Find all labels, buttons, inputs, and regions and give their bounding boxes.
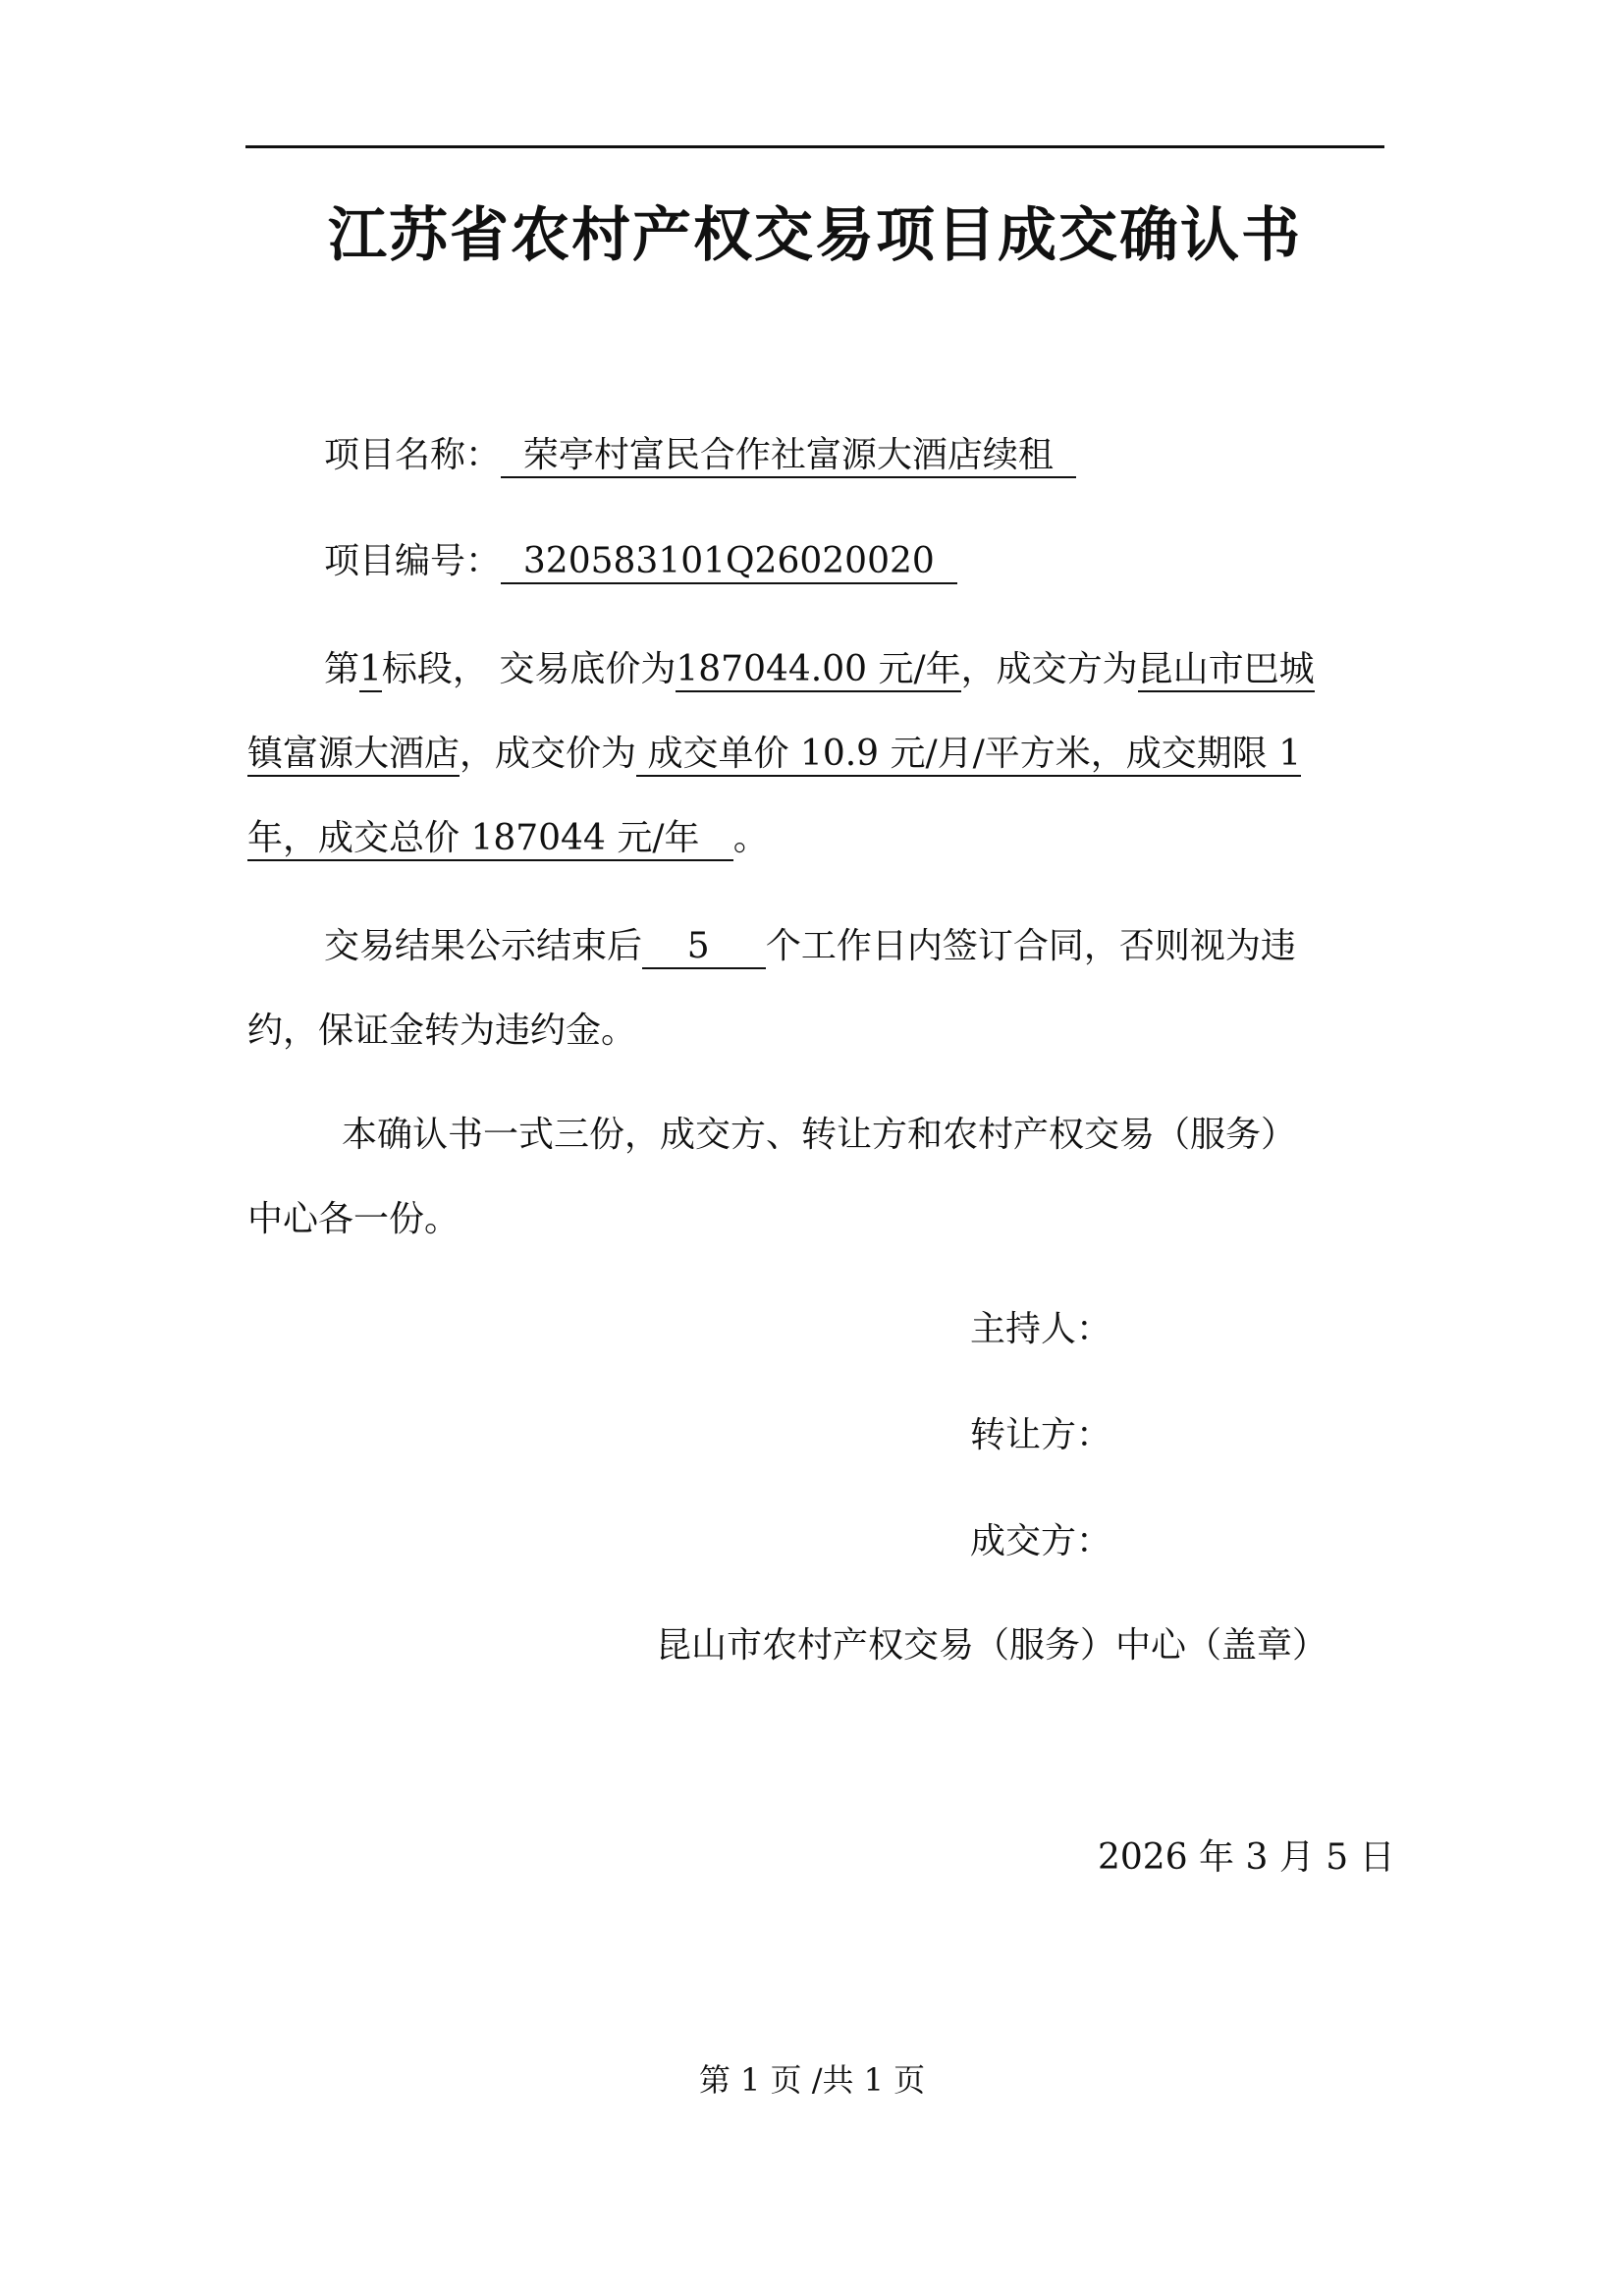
lot-number: 1 [359, 649, 382, 692]
transferor-signature-label: 转让方： [970, 1415, 1112, 1455]
lot-text-1: 第 [324, 649, 360, 689]
deal-price-part2: 年，成交总价 187044 元/年 [247, 818, 733, 861]
lot-text-5: 。 [732, 818, 769, 858]
project-code-value: 320583101Q26020020 [501, 541, 957, 584]
lot-text-3: ，成交方为 [960, 649, 1138, 689]
project-name-value: 荣亭村富民合作社富源大酒店续租 [501, 435, 1076, 478]
contract-text-2: 个工作日内签订合同，否则视为违 [765, 926, 1296, 966]
transferee-signature-label: 成交方： [970, 1521, 1112, 1561]
contract-days: 5 [642, 926, 766, 969]
top-rule [245, 145, 1384, 148]
lot-text-4: ，成交价为 [460, 734, 637, 774]
page-footer: 第 1 页 /共 1 页 [698, 2061, 926, 2099]
contract-text-3: 约，保证金转为违约金。 [247, 1011, 637, 1051]
project-name-label: 项目名称： [324, 435, 502, 475]
deal-price-part1: 成交单价 10.9 元/月/平方米，成交期限 1 [636, 734, 1301, 777]
copies-text-2: 中心各一份。 [247, 1199, 460, 1239]
buyer-name-part1: 昆山市巴城 [1138, 649, 1315, 692]
base-price: 187044.00 元/年 [676, 649, 960, 692]
document-date: 2026 年 3 月 5 日 [1098, 1837, 1395, 1878]
buyer-name-part2: 镇富源大酒店 [247, 734, 460, 777]
contract-text-1: 交易结果公示结束后 [324, 926, 643, 966]
copies-text-1: 本确认书一式三份，成交方、转让方和农村产权交易（服务） [342, 1115, 1297, 1155]
lot-text-2: 标段， 交易底价为 [381, 649, 677, 689]
document-title: 江苏省农村产权交易项目成交确认书 [328, 201, 1302, 270]
host-signature-label: 主持人： [970, 1309, 1112, 1349]
project-code-label: 项目编号： [324, 541, 502, 581]
center-seal-label: 昆山市农村产权交易（服务）中心（盖章） [656, 1625, 1328, 1666]
